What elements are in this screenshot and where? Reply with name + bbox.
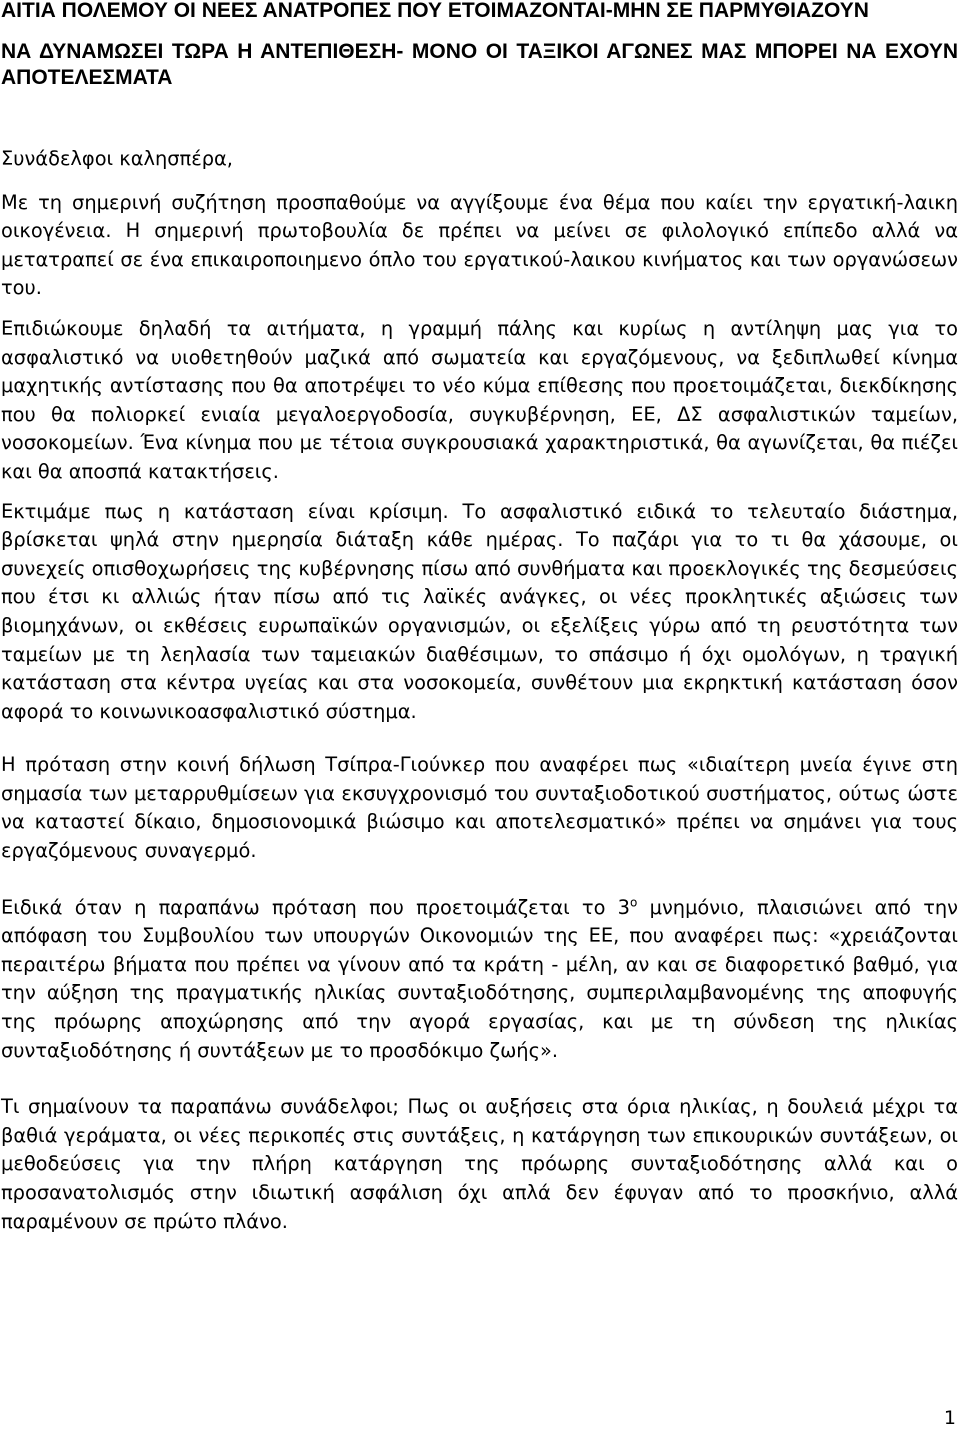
page-number: 1 (943, 1407, 956, 1429)
paragraph-2: Επιδιώκουμε δηλαδή τα αιτήματα, η γραμμή πάλης και κυρίως η αντίληψη μας για το ασφαλιστικό να υιοθετηθούν μαζικά από σωματεία και εργαζόμενους, να ξεδιπλωθεί κίνημα μαχητικής αντίστασης που θα αποτρέψει το νέο κύμα επίθεσης που προετοιμάζεται, διεκδίκησης που θα πολιορκεί ενιαία μεγαλοεργοδοσία, συγκυβέρνηση, ΕΕ, ΔΣ ασφαλιστικών ταμείων, νοσοκομείων. Ένα κίνημα που με τέτοια συγκρουσιακά χαρακτηριστικά, θα αγωνίζεται, θα πιέζει και θα αποσπά κατακτήσεις. (1, 316, 958, 483)
paragraph-5 (1, 894, 958, 1066)
ordinal-superscript: ο (630, 895, 638, 910)
headline-counterattack: ΝΑ ΔΥΝΑΜΩΣΕΙ ΤΩΡΑ Η ΑΝΤΕΠΙΘΕΣΗ- ΜΟΝΟ ΟΙ ΤΑΞΙΚΟΙ ΑΓΩΝΕΣ ΜΑΣ ΜΠΟΡΕΙ ΝΑ ΕΧΟΥΝ ΑΠΟΤΕΛΕΣΜΑΤΑ (1, 40, 958, 89)
paragraph-6: Τι σημαίνουν τα παραπάνω συνάδελφοι; Πως οι αυξήσεις στα όρια ηλικίας, η δουλειά μέχρι τα βαθιά γεράματα, οι νέες περικοπές στις συντάξεις, η κατάργηση των επικουρικών συντάξεων, οι μεθοδεύσεις για την πλήρη κατάργηση της πρόωρης συνταξιοδότησης αλλά και ο προσανατολισμός στην ιδιωτική ασφάλιση όχι απλά δεν έφυγαν από το προσκήνιο, αλλά παραμένουν σε πρώτο πλάνο. (1, 1095, 958, 1233)
paragraph-1: Με τη σημερινή συζήτηση προσπαθούμε να αγγίξουμε ένα θέμα που καίει την εργατική-λαικη οικογένεια. Η σημερινή πρωτοβουλία δε πρέπει να μείνει σε φιλολογικό επίπεδο αλλά να μετατραπεί σε ένα επικαιροποιημενο όπλο του εργατικού-λαικου κινήματος και των οργανώσεων του. (1, 190, 958, 300)
paragraph-5-start: Ειδικά όταν η παραπάνω πρόταση που προετοιμάζεται το 3 (1, 895, 631, 919)
headline-war-causes: ΑΙΤΙΑ ΠΟΛΕΜΟΥ ΟΙ ΝΕΕΣ ΑΝΑΤΡΟΠΕΣ ΠΟΥ ΕΤΟΙΜΑΖΟΝΤΑΙ-ΜΗΝ ΣΕ ΠΑΡΜΥΘΙΑΖΟΥΝ (1, 0, 869, 22)
paragraph-3: Εκτιμάμε πως η κατάσταση είναι κρίσιμη. Το ασφαλιστικό ειδικά το τελευταίο διάστημα, βρίσκεται ψηλά στην ημερησία διάταξη κάθε ημέρας. Το παζάρι για το τι θα χάσουμε, οι συνεχείς οπισθοχωρήσεις της κυβέρνησης πίσω από συνθήματα και προεκλογικές της δεσμεύσεις που έτσι κι αλλιώς ήταν πίσω από τις λαϊκές ανάγκες, οι νέες προκλητικές αξιώσεις των βιομηχάνων, οι εκθέσεις ευρωπαϊκών οργανισμών, οι εξελίξεις γύρω από τη ρευστότητα των ταμείων με τη λεηλασία των ταμειακών διαθέσιμων, το σπάσιμο ή όχι ομολόγων, η τραγική κατάσταση στα κέντρα υγείας και στα νοσοκομεία, συνθέτουν μια εκρηκτική κατάσταση όσον αφορά το κοινωνικοασφαλιστικό σύστημα. (1, 499, 958, 723)
paragraph-5-end: μνημόνιο, πλαισιώνει από την απόφαση του Συμβουλίου των υπουργών Οικονομιών της ΕΕ, που αναφέρει πως: «χρειάζονται περαιτέρω βήματα που πρέπει να γίνουν από τα κράτη - μέλη, αν και σε διαφορετικό βαθμό, για την αύξηση της πραγματικής ηλικίας συνταξιοδότησης, συμπεριλαμβανομένης της αποφυγής της πρόωρης αποχώρησης από την αγορά εργασίας, και με τη σύνδεση της ηλικίας συνταξιοδότησης ή συντάξεων με το προσδόκιμο ζωής». (1, 895, 959, 1062)
greeting: Συνάδελφοι καλησπέρα, (1, 147, 233, 170)
paragraph-4: Η πρόταση στην κοινή δήλωση Τσίπρα-Γιούνκερ που αναφέρει πως «ιδιαίτερη μνεία έγινε στη σημασία των μεταρρυθμίσεων για εκσυγχρονισμό του συνταξιοδοτικού συστήματος, ούτως ώστε να καταστεί δίκαιο, δημοσιονομικά βιώσιμο και αποτελεσματικό» πρέπει να σημάνει για τους εργαζόμενους συναγερμό. (1, 753, 958, 863)
